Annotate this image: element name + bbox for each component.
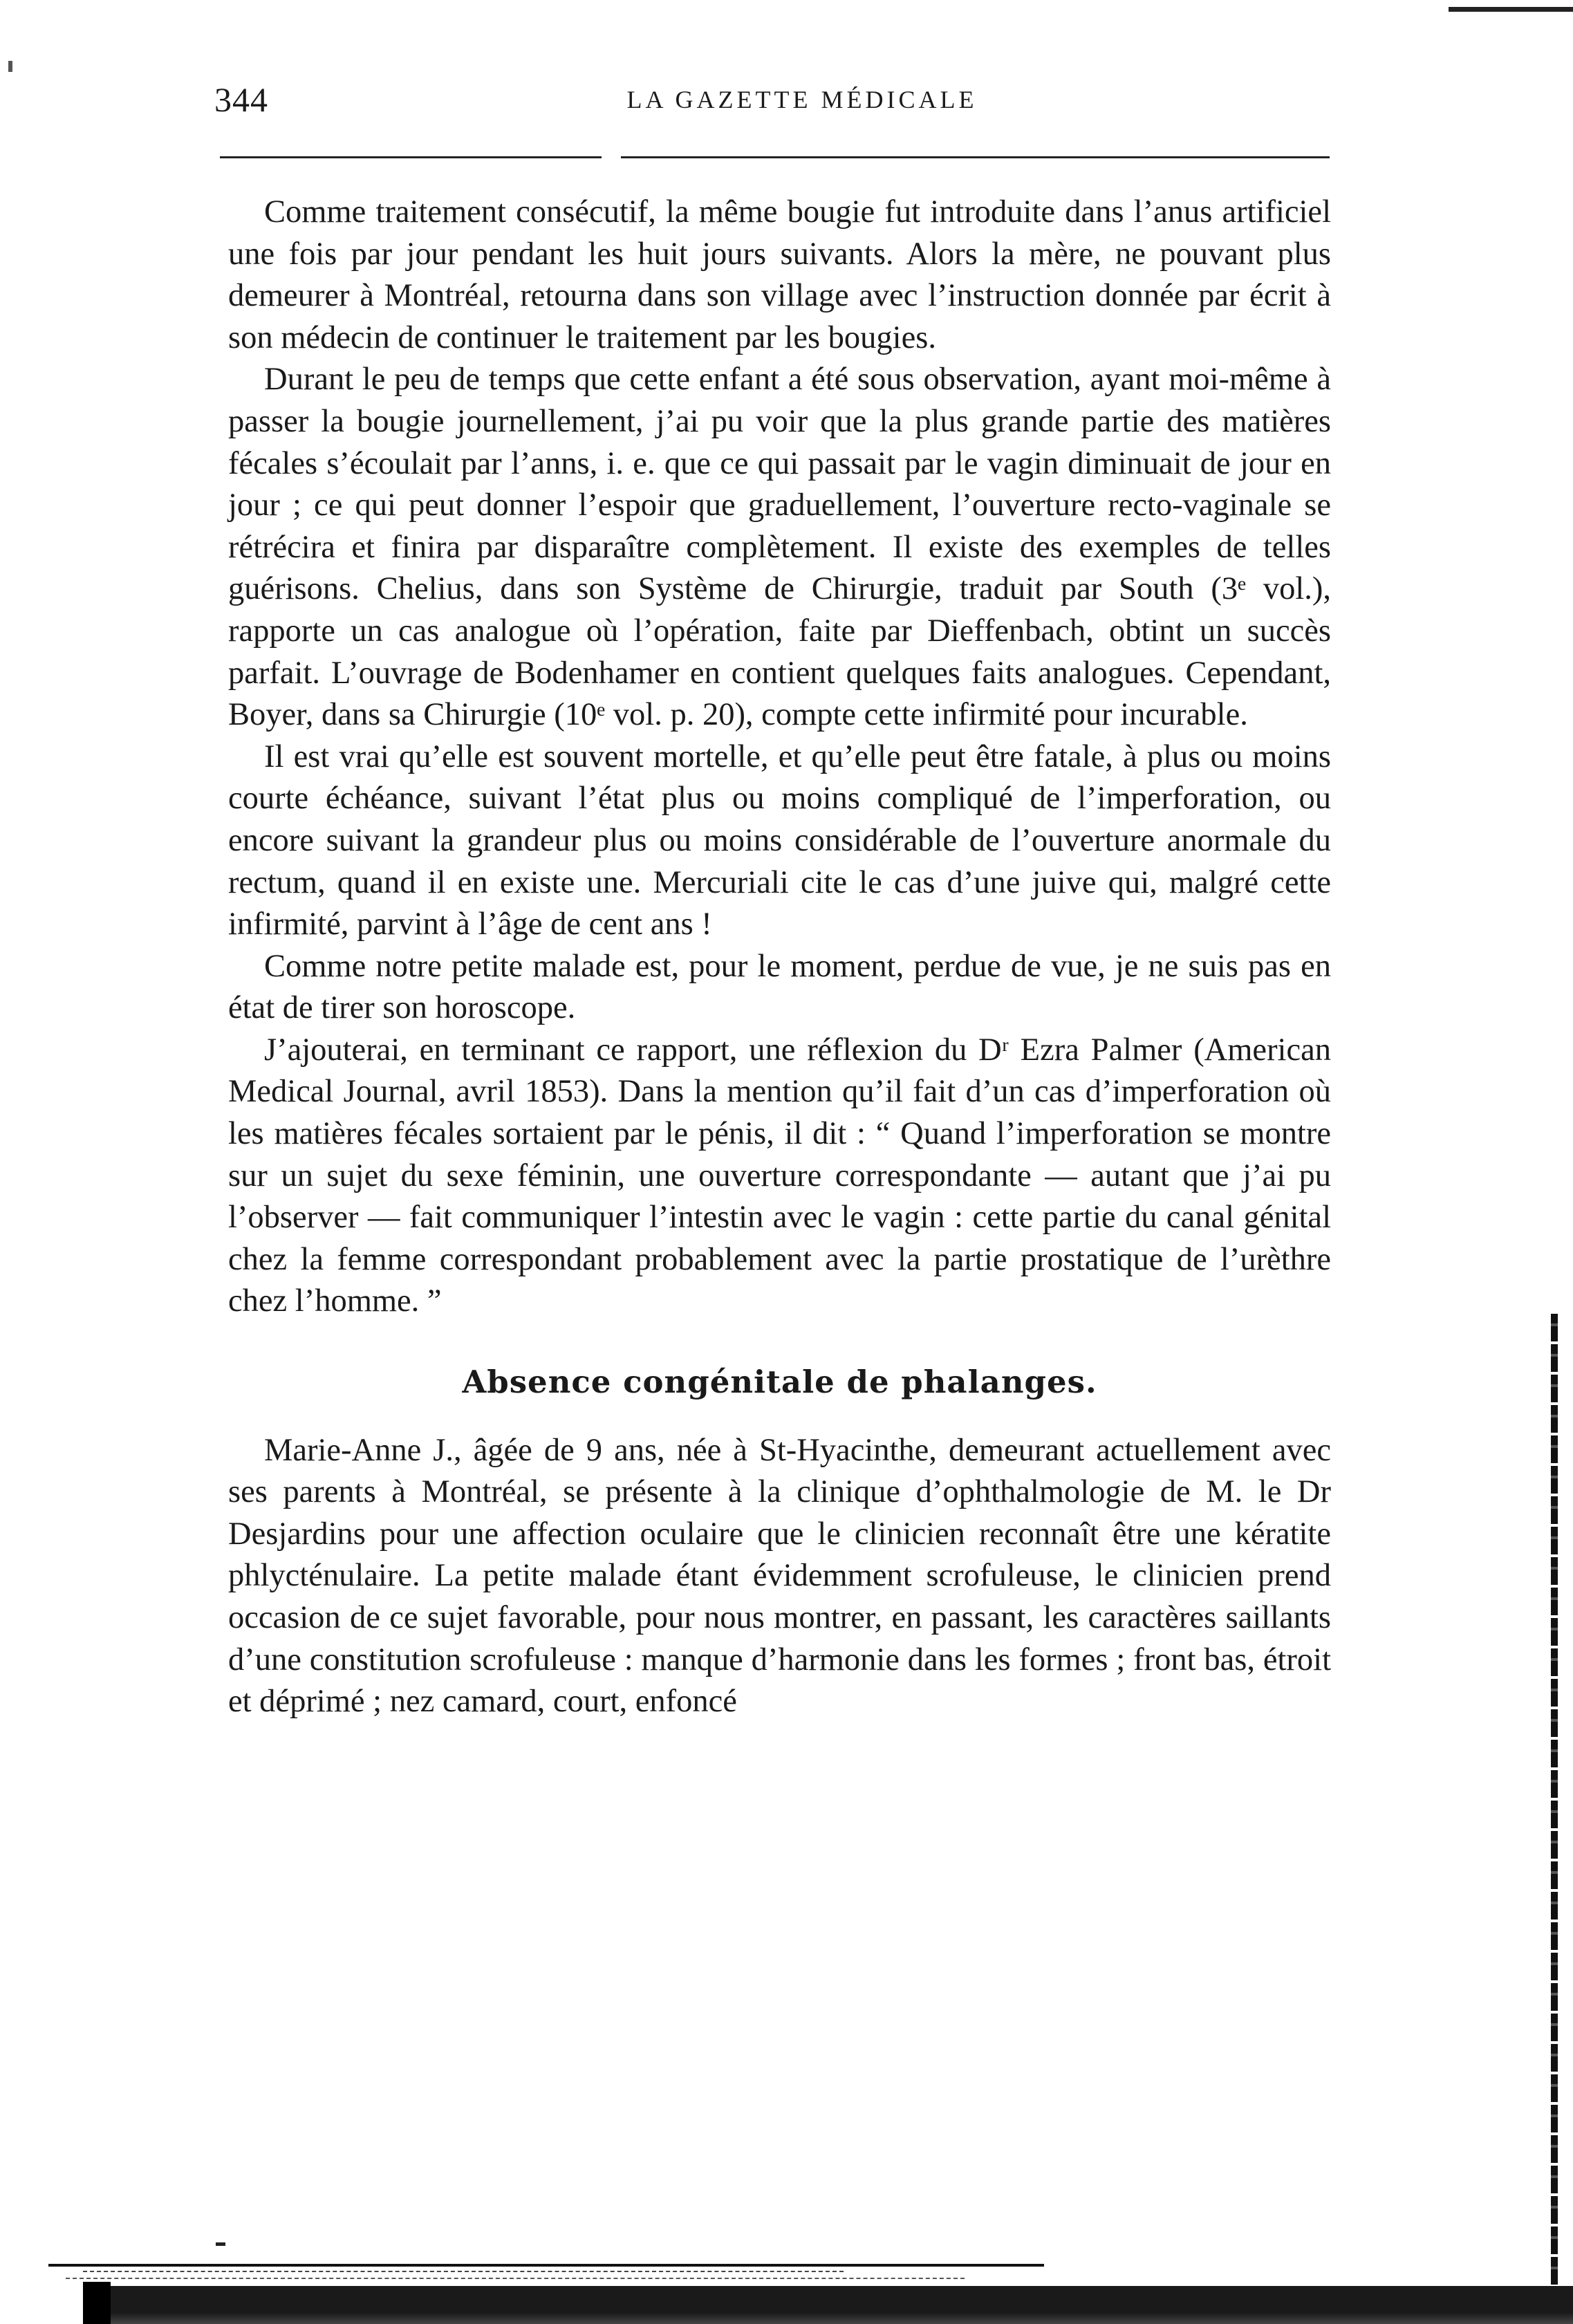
scan-edge-right <box>1551 1314 1558 2296</box>
scan-bottom-rule <box>48 2264 1044 2267</box>
paragraph: Comme notre petite malade est, pour le moment, perdue de vue, je ne suis pas en état de tirer son horoscope. <box>228 948 1331 1026</box>
scan-bottom-block <box>83 2282 111 2324</box>
paragraph: Marie-Anne J., âgée de 9 ans, née à St-Hyacinthe, demeurant actuellement avec ses parents à Montréal, se présente à la clinique d’ophthalmologie de M. le Dr Desjardins pour une affection oculaire que le clinicien reconnaît être une kératite phlycténulaire. La petite malade étant évidemment scrofuleuse, le clinicien prend occasion de ce sujet favorable, pour nous montrer, en passant, les caractères saillants d’une constitution scrofuleuse : manque d’harmonie dans les formes ; front bas, étroit et déprimé ; nez camard, court, enfoncé <box>228 1432 1331 1720</box>
running-head: LA GAZETTE MÉDICALE <box>626 86 978 113</box>
scan-edge-top <box>1449 7 1573 12</box>
paragraph: J’ajouterai, en terminant ce rapport, une réflexion du Dʳ Ezra Palmer (American Medical Journal, avril 1853). Dans la mention qu’il fait d’un cas d’imperforation où les matières fécales sortaient par le pénis, il dit : “ Quand l’imperforation se montre sur un sujet du sexe féminin, une ouverture correspondante — autant que j’ai pu l’observer — fait communiquer l’intestin avec le vagin : cette partie du canal génital chez la femme correspondant probablement avec la partie prostatique de l’urèthre chez l’homme. ” <box>228 1032 1331 1319</box>
scan-bottom-rule <box>83 2271 844 2272</box>
paragraph: Comme traitement consécutif, la même bougie fut introduite dans l’anus artificiel une fois par jour pendant les huit jours suivants. Alors la mère, ne pouvant plus demeurer à Montréal, retourna dans son village avec l’instruction donnée par écrit à son médecin de continuer le traitement par les bougies. <box>228 194 1331 355</box>
scan-bottom-edge <box>83 2286 1573 2324</box>
paragraph: Durant le peu de temps que cette enfant a été sous observation, ayant moi-même à passer la bougie journellement, j’ai pu voir que la plus grande partie des matières fécales s’écoulait par l’anns, i. e. que ce qui passait par le vagin diminuait de jour en jour ; ce qui peut donner l’espoir que graduellement, l’ouverture recto-vaginale se rétrécira et finira par disparaître complètement. Il existe des exemples de telles guérisons. Chelius, dans son Système de Chirurgie, traduit par South (3ᵉ vol.), rapporte un cas analogue où l’opération, faite par Dieffenbach, obtint un succès parfait. L’ouvrage de Bodenhamer en contient quelques faits analogues. Cependant, Boyer, dans sa Chirurgie (10ᵉ vol. p. 20), compte cette infirmité pour incurable. <box>228 362 1331 733</box>
header-rule-left <box>220 156 602 158</box>
scan-speck <box>216 2242 225 2246</box>
body-text <box>228 192 1331 1723</box>
page-header <box>214 80 1390 128</box>
scan-speck <box>8 61 12 72</box>
scan-bottom-rule <box>66 2278 965 2279</box>
paragraph: Il est vrai qu’elle est souvent mortelle, et qu’elle peut être fatale, à plus ou moins courte échéance, suivant l’état plus ou moins compliqué de l’imperforation, ou encore suivant la grandeur plus ou moins considérable de l’ouverture anormale du rectum, quand il en existe une. Mercuriali cite le cas d’une juive qui, malgré cette infirmité, parvint à l’âge de cent ans ! <box>228 738 1331 942</box>
header-rule-right <box>621 156 1330 158</box>
page-number: 344 <box>214 80 268 119</box>
section-heading: Absence congénitale de phalanges. <box>462 1364 1097 1401</box>
